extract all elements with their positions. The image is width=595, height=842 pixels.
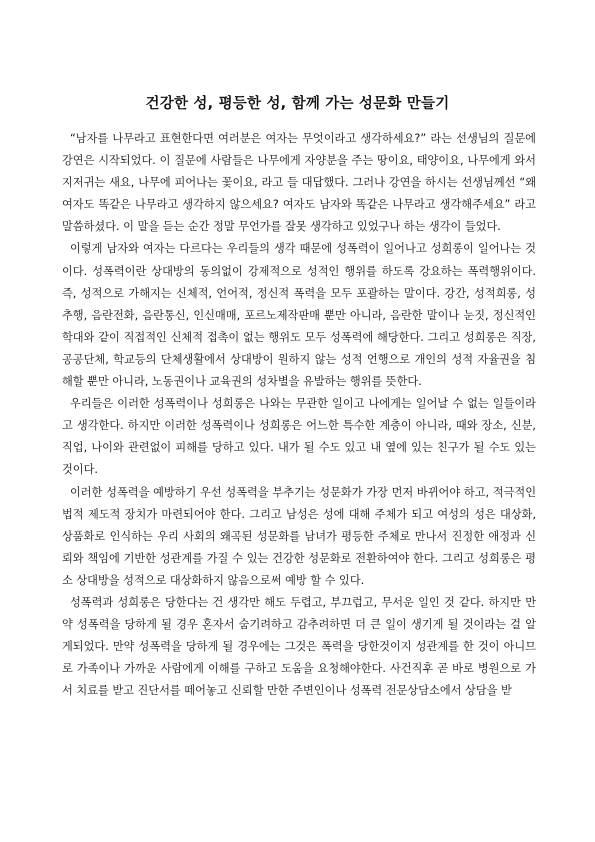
paragraph-5: 성폭력과 성희롱은 당한다는 건 생각만 해도 두렵고, 부끄럽고, 무서운 일인 것 같다. 하지만 만약 성폭력을 당하게 될 경우 혼자서 숨기려하고 감추려하면 더 큰 일이 생기게 될 것이라는 걸 알게되었다. 만약 성폭력을 당하게 될 경우에는 그것은 폭력을 당한것이지 성관계를 한 것이 아니므로 가족이나 가까운 사람에게 이해를 구하고 도움을 요청해야한다. 사건직후 곧 바로 병원으로 가서 치료를 받고 진단서를 떼어놓고 신뢰할 만한 주변인이나 성폭력 전문상담소에서 상담을 받 xyxy=(62,595,536,698)
paragraph-2: 이렇게 남자와 여자는 다르다는 우리들의 생각 때문에 성폭력이 일어나고 성희롱이 일어나는 것이다. 성폭력이란 상대방의 동의없이 강제적으로 성적인 행위를 하도록 강요하는 폭력행위이다. 즉, 성적으로 가해지는 신체적, 언어적, 정신적 폭력을 모두 포괄하는 말이다. 강간, 성적희롱, 성추행, 음란전화, 음란통신, 인신매매, 포르노제작판매 뿐만 아니라, 음란한 말이나 눈짓, 정신적인 학대와 같이 직접적인 신체적 접촉이 없는 행위도 모두 성폭력에 해당한다. 그리고 성희롱은 직장, 공공단체, 학교등의 단체생활에서 상대방이 원하지 않는 성적 언행으로 개인의 성적 자율권을 침해할 뿐만 아니라, 노동권이나 교육권의 성차별을 유발하는 행위를 뜻한다. xyxy=(62,242,536,389)
paragraph-1: “남자를 나무라고 표현한다면 여러분은 여자는 무엇이라고 생각하세요?” 라는 선생님의 질문에 강연은 시작되었다. 이 질문에 사람들은 나무에게 자양분을 주는 땅이요, 태양이요, 나무에게 와서 지저귀는 새요, 나무에 피어나는 꽃이요, 라고 들 대답했다. 그러나 강연을 하시는 선생님께선 “왜 여자도 똑같은 나무라고 생각하지 않으세요? 여자도 남자와 똑같은 나무라고 생각해주세요” 라고 말씀하셨다. 이 말을 듣는 순간 정말 무언가를 잘못 생각하고 있었구나 하는 생각이 들었다. xyxy=(62,132,536,234)
paragraph-3: 우리들은 이러한 성폭력이나 성희롱은 나와는 무관한 일이고 나에게는 일어날 수 없는 일들이라고 생각한다. 하지만 이러한 성폭력이나 성희롱은 어느한 특수한 계층이 아니라, 때와 장소, 신분, 직업, 나이와 관련없이 피해를 당하고 있다. 내가 될 수도 있고 내 옆에 있는 친구가 될 수도 있는 것이다. xyxy=(62,397,536,477)
paragraph-4: 이러한 성폭력을 예방하기 우선 성폭력을 부추기는 성문화가 가장 먼저 바뀌어야 하고, 적극적인 법적 제도적 장치가 마련되어야 한다. 그리고 남성은 성에 대해 주체가 되고 여성의 성은 대상화, 상품화로 인식하는 우리 사회의 왜곡된 성문화를 남녀가 평등한 주체로 만나서 진정한 애정과 신뢰와 책임에 기반한 성관계를 가질 수 있는 건강한 성문화로 전환하여야 한다. 그리고 성희롱은 평소 상대방을 성적으로 대상화하지 않음으로써 예방 할 수 있다. xyxy=(62,485,536,587)
document-title: 건강한 성, 평등한 성, 함께 가는 성문화 만들기 xyxy=(145,96,450,112)
document-body xyxy=(62,128,536,702)
